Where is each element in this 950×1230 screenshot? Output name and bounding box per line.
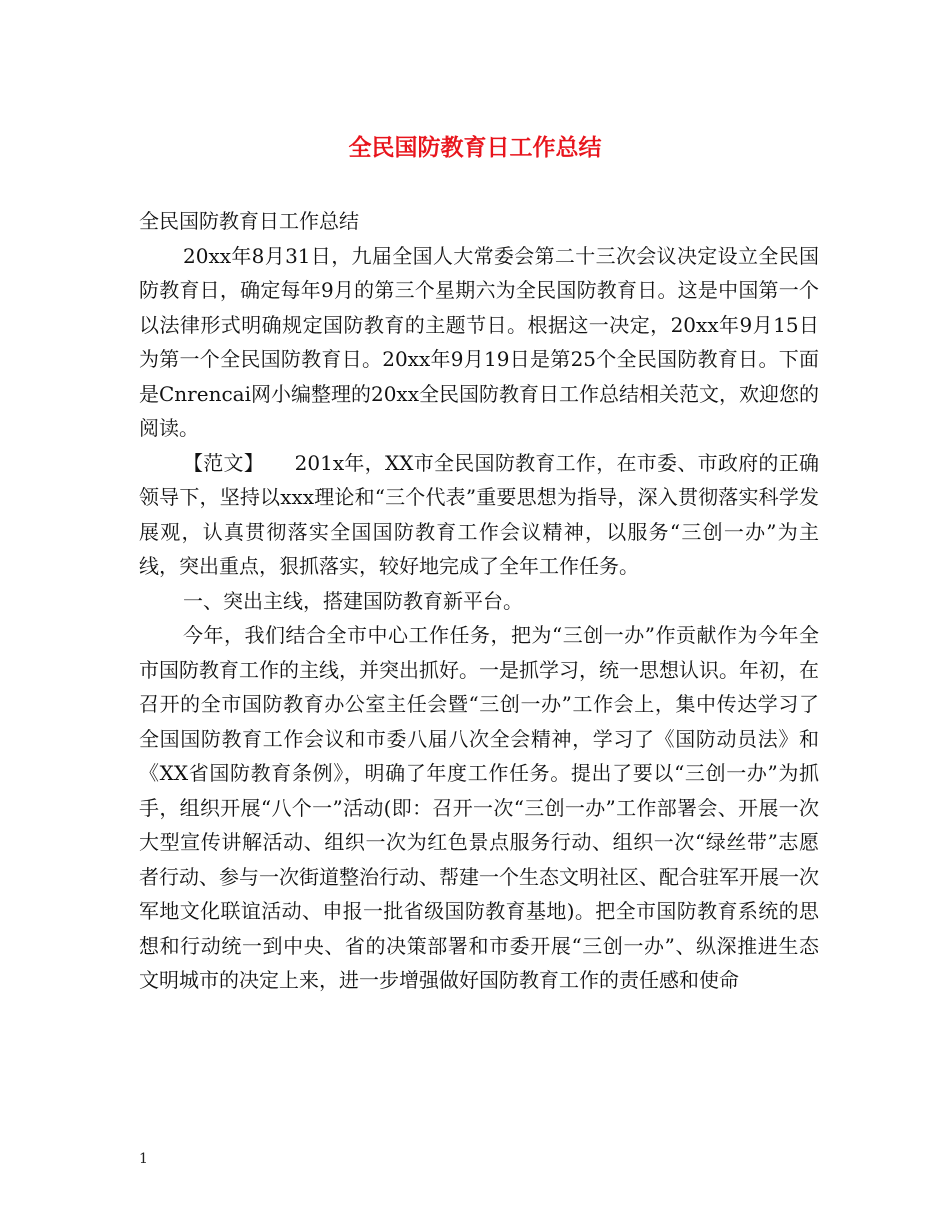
paragraph-section-1: 今年，我们结合全市中心工作任务，把为“三创一办”作贡献作为今年全市国防教育工作的主线，并突出抓好。一是抓学习，统一思想认识。年初，在召开的全市国防教育办公室主任会暨“三创一办”工作会上，集中传达学习了全国国防教育工作会议和市委八届八次全会精神，学习了《国防动员法》和《XX省国防教育条例》，明确了年度工作任务。提出了要以“三创一办”为抓手，组织开展“八个一”活动(即：召开一次“三创一办”工作部署会、开展一次大型宣传讲解活动、组织一次为红色景点服务行动、组织一次“绿丝带”志愿者行动、参与一次街道整治行动、帮建一个生态文明社区、配合驻军开展一次军地文化联谊活动、申报一批省级国防教育基地)。把全市国防教育系统的思想和行动统一到中央、省的决策部署和市委开展“三创一办”、纵深推进生态文明城市的决定上来，进一步增强做好国防教育工作的责任感和使命 — [139, 623, 819, 992]
section-heading-1: 一、突出主线，搭建国防教育新平台。 — [183, 588, 523, 613]
paragraph-sample-essay: 【范文】 201x年，XX市全民国防教育工作，在市委、市政府的正确领导下，坚持以xxx理论和“三个代表”重要思想为指导，深入贯彻落实科学发展观，认真贯彻落实全国国防教育工作会议精神，以服务“三创一办”为主线，突出重点，狠抓落实，较好地完成了全年工作任务。 — [139, 450, 819, 578]
paragraph-intro: 20xx年8月31日，九届全国人大常委会第二十三次会议决定设立全民国防教育日，确定每年9月的第三个星期六为全民国防教育日。这是中国第一个以法律形式明确规定国防教育的主题节日。根据这一决定，20xx年9月15日为第一个全民国防教育日。20xx年9月19日是第25个全民国防教育日。下面是Cnrencai网小编整理的20xx全民国防教育日工作总结相关范文，欢迎您的阅读。 — [139, 243, 819, 440]
page-number: 1 — [139, 1151, 148, 1167]
page-title: 全民国防教育日工作总结 — [348, 135, 602, 161]
document-body — [139, 204, 819, 998]
document-subtitle: 全民国防教育日工作总结 — [139, 209, 359, 233]
